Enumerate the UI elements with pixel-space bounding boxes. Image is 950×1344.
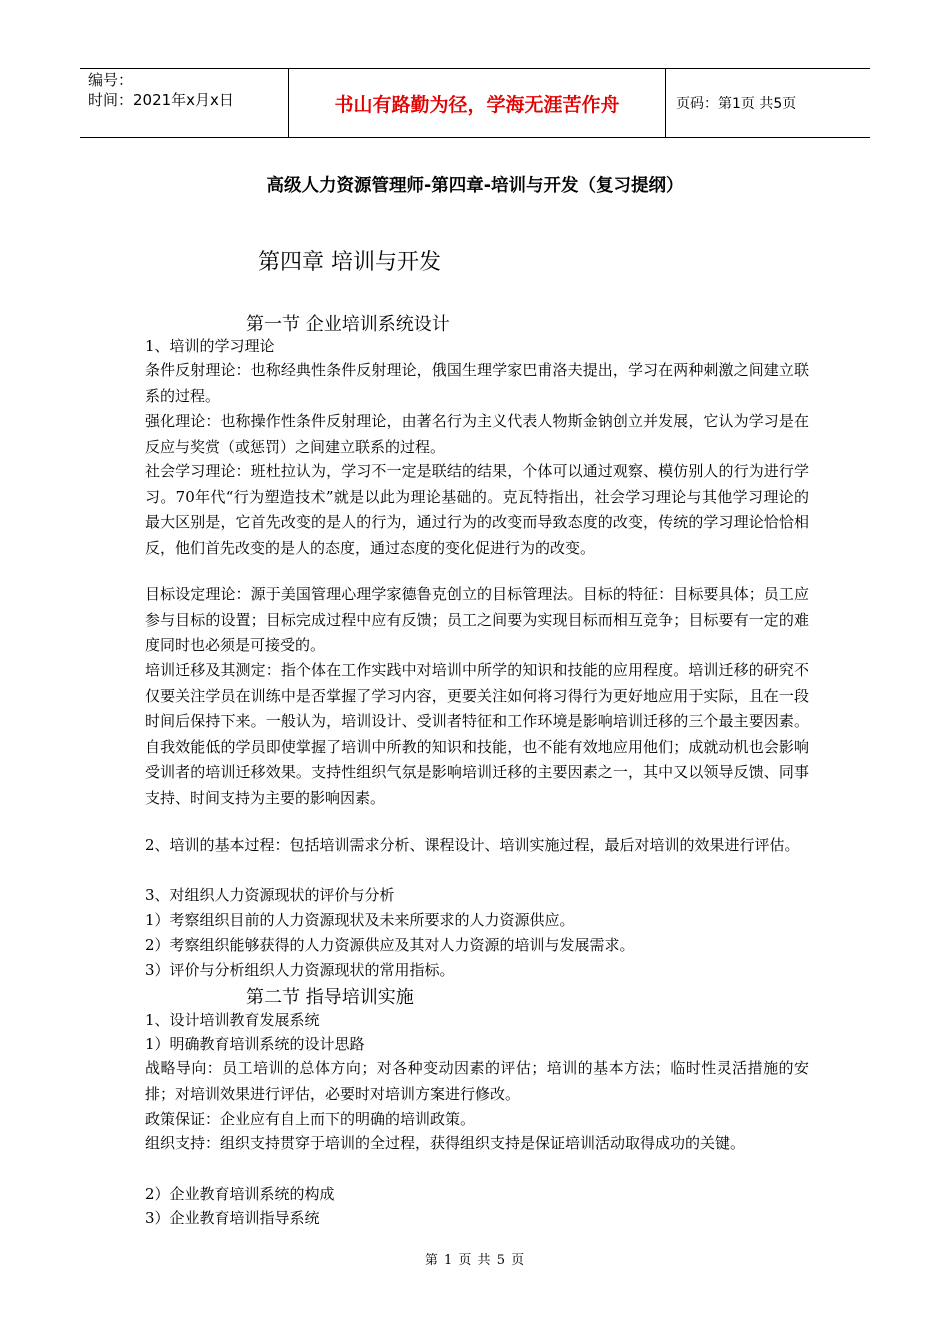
paragraph-policy: 政策保证：企业应有自上而下的明确的培训政策。: [145, 1110, 476, 1128]
page-info: 页码：第1页 共5页: [676, 96, 797, 112]
serial-label: 编号：: [88, 71, 134, 89]
heading-hr-evaluation: 3、对组织人力资源现状的评价与分析: [145, 886, 395, 904]
list-item: 2）考察组织能够获得的人力资源供应及其对人力资源的培训与发展需求。: [145, 936, 635, 954]
list-item: 1）明确教育培训系统的设计思路: [145, 1035, 365, 1053]
list-item: 3）评价与分析组织人力资源现状的常用指标。: [145, 961, 455, 979]
list-item: 3）企业教育培训指导系统: [145, 1209, 320, 1227]
paragraph-reinforcement: 强化理论：也称操作性条件反射理论，由著名行为主义代表人物斯金钠创立并发展，它认为学习是在反应与奖赏（或惩罚）之间建立联系的过程。: [145, 412, 809, 456]
header-table: [80, 68, 870, 138]
document-title: 高级人力资源管理师-第四章-培训与开发（复习提纲）: [266, 176, 684, 196]
chapter-title: 第四章 培训与开发: [258, 250, 441, 275]
heading-design-system: 1、设计培训教育发展系统: [145, 1011, 320, 1029]
heading-learning-theory: 1、培训的学习理论: [145, 337, 275, 355]
paragraph-training-transfer: 培训迁移及其测定：指个体在工作实践中对培训中所学的知识和技能的应用程度。培训迁移的研究不仅要关注学员在训练中是否掌握了学习内容，更要关注如何将习得行为更好地应用于实际，且在一段时间后保持下来。一般认为，培训设计、受训者特征和工作环境是影响培训迁移的三个最主要因素。自我效能低的学员即使掌握了培训中所教的知识和技能，也不能有效地应用他们；成就动机也会影响受训者的培训迁移效果。支持性组织气氛是影响培训迁移的主要因素之一，其中又以领导反馈、同事支持、时间支持为主要的影响因素。: [145, 661, 809, 807]
list-item: 1）考察组织目前的人力资源现状及未来所要求的人力资源供应。: [145, 911, 575, 929]
paragraph-conditioning: 条件反射理论：也称经典性条件反射理论，俄国生理学家巴甫洛夫提出，学习在两种刺激之间建立联系的过程。: [145, 361, 809, 405]
paragraph-social-learning: 社会学习理论：班杜拉认为，学习不一定是联结的结果，个体可以通过观察、模仿别人的行为进行学习。70年代“行为塑造技术”就是以此为理论基础的。克瓦特指出，社会学习理论与其他学习理论的最大区别是，它首先改变的是人的行为，通过行为的改变而导致态度的改变，传统的学习理论恰恰相反，他们首先改变的是人的态度，通过态度的变化促进行为的改变。: [145, 462, 809, 557]
list-item: 2）企业教育培训系统的构成: [145, 1185, 335, 1203]
section-title-1: 第一节 企业培训系统设计: [246, 314, 450, 335]
paragraph-training-process: 2、培训的基本过程：包括培训需求分析、课程设计、培训实施过程，最后对培训的效果进行评估。: [145, 836, 800, 854]
motto: 书山有路勤为径，学海无涯苦作舟: [289, 69, 666, 137]
header-meta: [80, 69, 289, 137]
paragraph-goal-setting: 目标设定理论：源于美国管理心理学家德鲁克创立的目标管理法。目标的特征：目标要具体；员工应参与目标的设置；目标完成过程中应有反馈；员工之间要为实现目标而相互竞争；目标要有一定的难度同时也必须是可接受的。: [145, 585, 809, 654]
page-footer: 第 1 页 共 5 页: [424, 1253, 526, 1268]
section-title-2: 第二节 指导培训实施: [246, 987, 414, 1008]
paragraph-org-support: 组织支持：组织支持贯穿于培训的全过程，获得组织支持是保证培训活动取得成功的关键。: [145, 1134, 746, 1152]
date-line: 时间：2021年x月x日: [88, 91, 234, 109]
paragraph-strategy: 战略导向：员工培训的总体方向；对各种变动因素的评估；培训的基本方法；临时性灵活措施的安排；对培训效果进行评估，必要时对培训方案进行修改。: [145, 1059, 809, 1103]
